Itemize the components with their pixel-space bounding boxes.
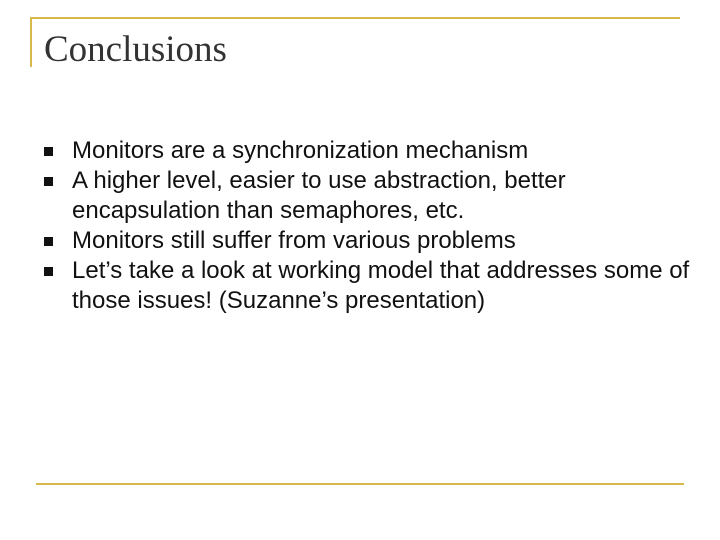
bullet-item bbox=[44, 166, 694, 226]
square-bullet-icon bbox=[44, 267, 53, 276]
bullet-text: Monitors still suffer from various problems bbox=[72, 227, 516, 254]
bullet-text: Monitors are a synchronization mechanism bbox=[72, 137, 529, 164]
top-vertical-rule bbox=[30, 17, 32, 67]
square-bullet-icon bbox=[44, 237, 53, 246]
bullet-item bbox=[44, 256, 694, 316]
square-bullet-icon bbox=[44, 177, 53, 186]
bullet-list bbox=[44, 136, 694, 316]
slide-title: Conclusions bbox=[44, 29, 227, 70]
bottom-horizontal-rule bbox=[36, 483, 684, 485]
square-bullet-icon bbox=[44, 147, 53, 156]
top-horizontal-rule bbox=[30, 17, 680, 19]
bullet-text: Let’s take a look at working model that addresses some of those issues! (Suzanne’s presentation) bbox=[72, 257, 690, 314]
bullet-item bbox=[44, 136, 694, 166]
bullet-item bbox=[44, 226, 694, 256]
bullet-text: A higher level, easier to use abstraction, better encapsulation than semaphores, etc. bbox=[72, 167, 566, 224]
